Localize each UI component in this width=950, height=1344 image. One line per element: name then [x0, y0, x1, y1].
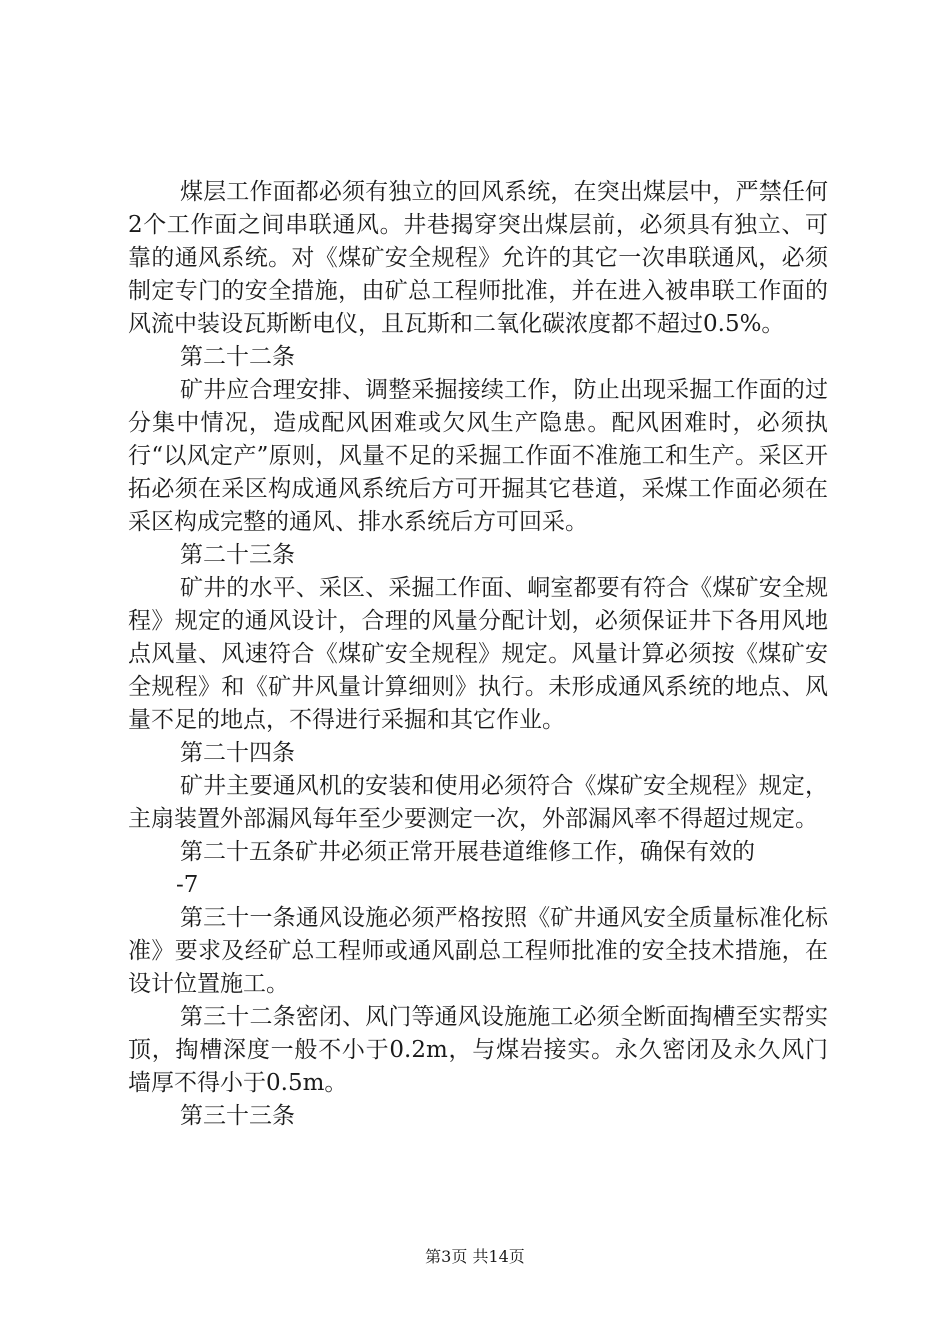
- paragraph: 矿井应合理安排、调整采掘接续工作，防止出现采掘工作面的过分集中情况，造成配风困难或欠风生产隐患。配风困难时，必须执行“以风定产”原则，风量不足的采掘工作面不准施工和生产。采区开拓必须在采区构成通风系统后方可开掘其它巷道，采煤工作面必须在采区构成完整的通风、排水系统后方可回采。: [128, 377, 828, 535]
- article-heading: 第三十三条: [180, 1103, 295, 1129]
- paragraph: 第三十一条通风设施必须严格按照《矿井通风安全质量标准化标准》要求及经矿总工程师或通风副总工程师批准的安全技术措施，在设计位置施工。: [128, 905, 828, 997]
- page-footer: 第3页 共14页: [425, 1247, 525, 1266]
- page-fragment-marker: -7: [176, 872, 199, 898]
- paragraph: 矿井的水平、采区、采掘工作面、峒室都要有符合《煤矿安全规程》规定的通风设计，合理的风量分配计划，必须保证井下各用风地点风量、风速符合《煤矿安全规程》规定。风量计算必须按《煤矿安全规程》和《矿井风量计算细则》执行。未形成通风系统的地点、风量不足的地点，不得进行采掘和其它作业。: [128, 575, 828, 733]
- article-heading: 第二十四条: [180, 740, 295, 766]
- paragraph: 第三十二条密闭、风门等通风设施施工必须全断面掏槽至实帮实顶，掏槽深度一般不小于0.2m，与煤岩接实。永久密闭及永久风门墙厚不得小于0.5m。: [128, 1004, 828, 1096]
- document-body: [128, 176, 828, 1133]
- paragraph: 煤层工作面都必须有独立的回风系统，在突出煤层中，严禁任何2个工作面之间串联通风。井巷揭穿突出煤层前，必须具有独立、可靠的通风系统。对《煤矿安全规程》允许的其它一次串联通风，必须制定专门的安全措施，由矿总工程师批准，并在进入被串联工作面的风流中装设瓦斯断电仪，且瓦斯和二氧化碳浓度都不超过0.5%。: [128, 179, 828, 337]
- paragraph: 矿井主要通风机的安装和使用必须符合《煤矿安全规程》规定，主扇装置外部漏风每年至少要测定一次，外部漏风率不得超过规定。: [128, 773, 828, 832]
- article-heading: 第二十五条矿井必须正常开展巷道维修工作，确保有效的: [180, 839, 755, 865]
- article-heading: 第二十三条: [180, 542, 295, 568]
- article-heading: 第二十二条: [180, 344, 295, 370]
